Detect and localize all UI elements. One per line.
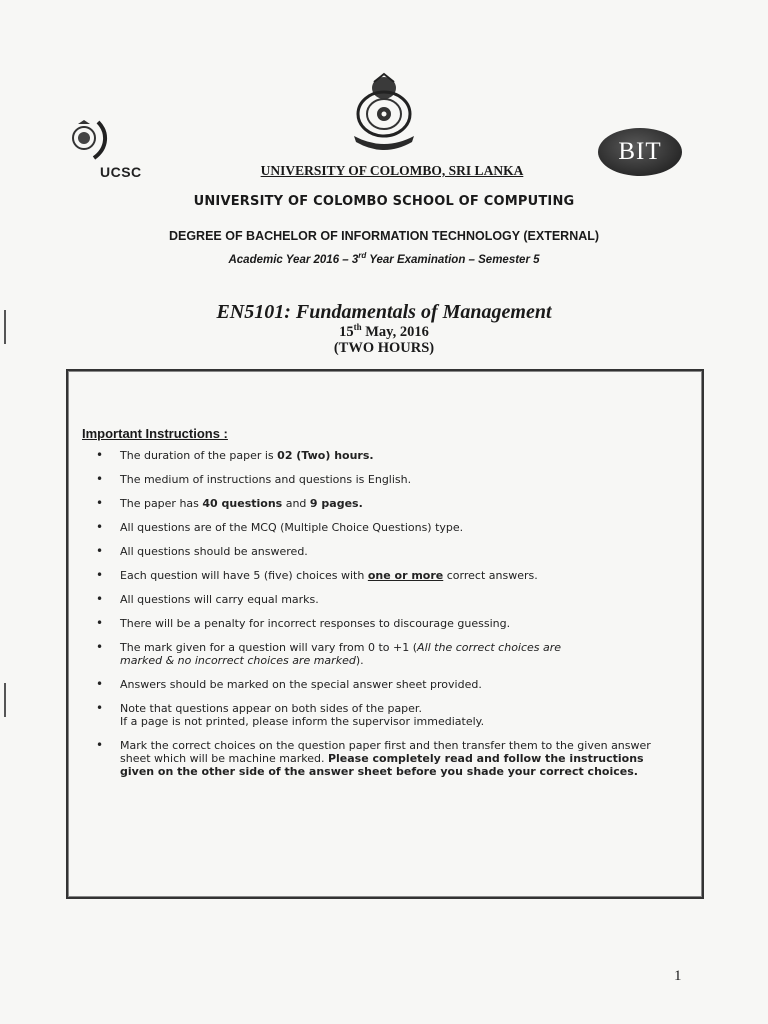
list-item: • All questions should be answered. (90, 545, 680, 558)
university-title: UNIVERSITY OF COLOMBO, SRI LANKA (260, 163, 524, 178)
course-title: EN5101: Fundamentals of Management (216, 301, 552, 323)
page-number: 1 (674, 968, 682, 984)
bit-logo: BIT (598, 128, 682, 176)
list-item: • Note that questions appear on both sides of the paper. If a page is not printed, please inform the supervisor immediately. (90, 702, 680, 728)
list-item: • Mark the correct choices on the question paper first and then transfer them to the given answer sheet which will be machine marked. Please completely read and follow the instructions given on the other side of the answer sheet before you shade your correct choices. (90, 739, 680, 778)
ucsc-logo-text: UCSC (100, 164, 142, 180)
degree-title: DEGREE OF BACHELOR OF INFORMATION TECHNOLOGY (EXTERNAL) (168, 229, 600, 243)
list-item: • There will be a penalty for incorrect responses to discourage guessing. (90, 617, 680, 630)
school-title: UNIVERSITY OF COLOMBO SCHOOL OF COMPUTING (193, 194, 575, 209)
scan-mark (4, 683, 6, 717)
list-item: • Each question will have 5 (five) choices with one or more correct answers. (90, 569, 680, 582)
academic-year-line: Academic Year 2016 – 3rd Year Examination – Semester 5 (228, 251, 540, 266)
list-item: • The duration of the paper is 02 (Two) hours. (90, 449, 680, 462)
list-item: • All questions will carry equal marks. (90, 593, 680, 606)
list-item: • The paper has 40 questions and 9 pages. (90, 497, 680, 510)
instructions-heading: Important Instructions : (82, 426, 228, 441)
exam-date: 15th May, 2016 (339, 322, 429, 340)
ucsc-emblem-icon (68, 118, 108, 160)
list-item: • All questions are of the MCQ (Multiple Choice Questions) type. (90, 521, 680, 534)
instructions-box (66, 369, 704, 899)
list-item: • Answers should be marked on the special answer sheet provided. (90, 678, 680, 691)
list-item: • The medium of instructions and questions is English. (90, 473, 680, 486)
university-crest-icon (346, 72, 422, 156)
instructions-list (90, 449, 680, 778)
list-item: • The mark given for a question will vary from 0 to +1 (All the correct choices are marked & no incorrect choices are marked). (90, 641, 680, 667)
exam-duration: (TWO HOURS) (333, 340, 435, 356)
